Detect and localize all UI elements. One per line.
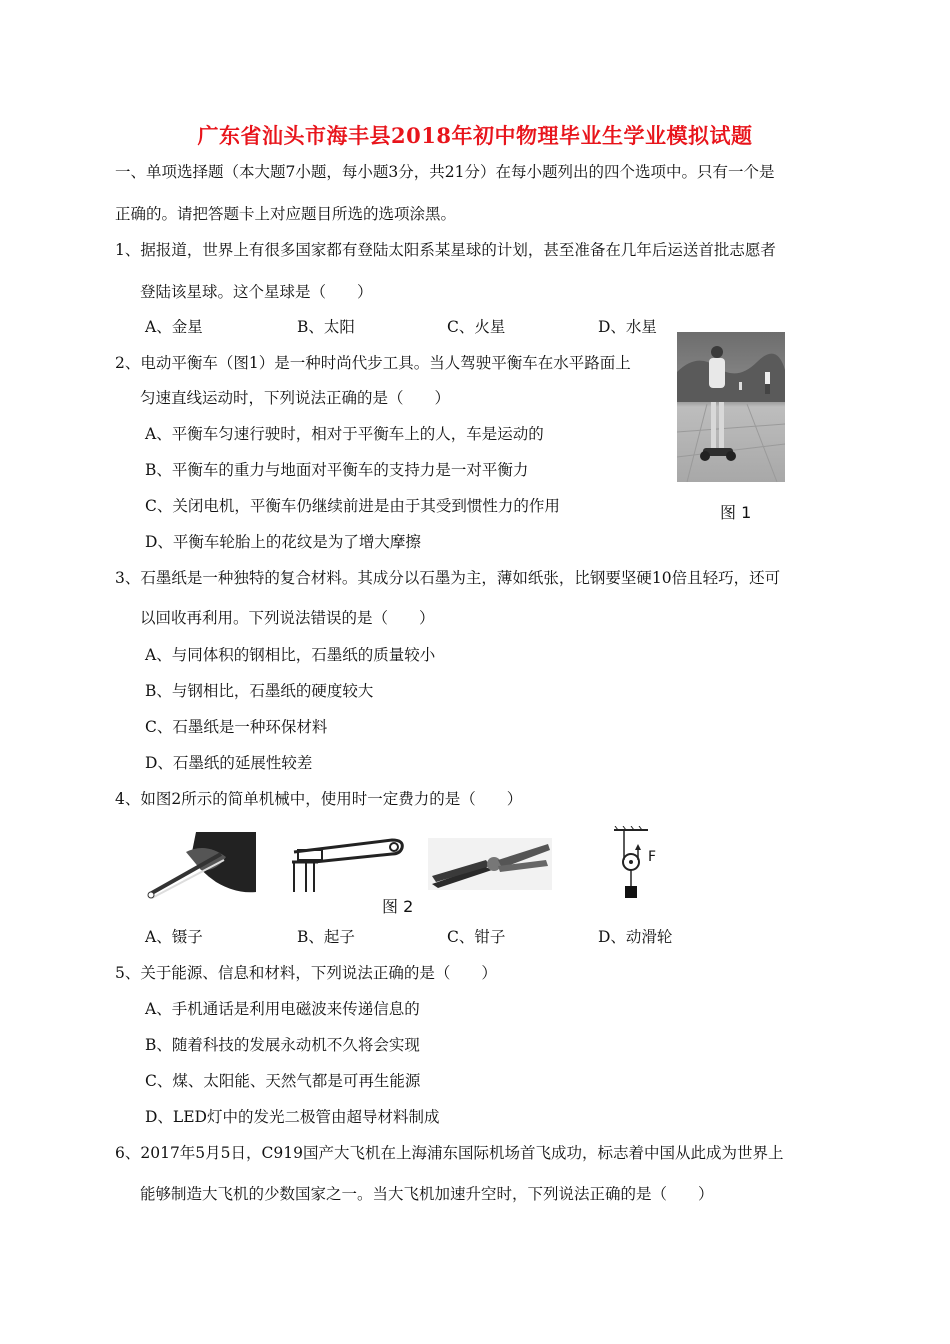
bottle-opener-image: [284, 836, 408, 894]
movable-pulley-image: [606, 826, 666, 902]
q1-stem-line2: 登陆该星球。这个星球是（ ）: [140, 283, 373, 301]
q3-option-b: B、与钢相比，石墨纸的硬度较大: [145, 682, 374, 700]
balance-scooter-photo: [677, 332, 785, 482]
q1-option-c: C、火星: [447, 318, 506, 336]
q5-option-a: A、手机通话是利用电磁波来传递信息的: [145, 1000, 420, 1018]
section-instructions-line1: 一、单项选择题（本大题7小题，每小题3分，共21分）在每小题列出的四个选项中。只有一个是: [115, 163, 775, 181]
pliers-image: [428, 838, 552, 890]
q5-option-d: D、LED灯中的发光二极管由超导材料制成: [145, 1108, 440, 1126]
q2-option-a: A、平衡车匀速行驶时，相对于平衡车上的人，车是运动的: [145, 425, 544, 443]
q2-option-b: B、平衡车的重力与地面对平衡车的支持力是一对平衡力: [145, 461, 529, 479]
q4-option-d: D、动滑轮: [598, 928, 673, 946]
q4-option-c: C、钳子: [447, 928, 506, 946]
force-label: F: [648, 849, 657, 865]
figure-2-caption: 图 2: [382, 897, 414, 916]
q1-option-b: B、太阳: [297, 318, 355, 336]
section-instructions-line2: 正确的。请把答题卡上对应题目所选的选项涂黑。: [115, 205, 457, 223]
figure-1-caption: 图 1: [720, 503, 752, 522]
q2-option-d: D、平衡车轮胎上的花纹是为了增大摩擦: [145, 533, 421, 551]
q1-option-a: A、金星: [145, 318, 203, 336]
tweezers-image: [146, 832, 256, 900]
exam-title: 广东省汕头市海丰县2018年初中物理毕业生学业模拟试题: [197, 123, 753, 148]
q6-stem-line1: 6、2017年5月5日，C919国产大飞机在上海浦东国际机场首飞成功，标志着中国从此成为世界上: [115, 1144, 784, 1162]
q2-option-c: C、关闭电机，平衡车仍继续前进是由于其受到惯性力的作用: [145, 497, 560, 515]
q1-stem-line1: 1、据报道，世界上有很多国家都有登陆太阳系某星球的计划，甚至准备在几年后运送首批志愿者: [115, 241, 776, 259]
q5-option-b: B、随着科技的发展永动机不久将会实现: [145, 1036, 420, 1054]
q3-stem-line1: 3、石墨纸是一种独特的复合材料。其成分以石墨为主，薄如纸张，比钢要坚硬10倍且轻巧，还可: [115, 569, 781, 587]
q3-option-a: A、与同体积的钢相比，石墨纸的质量较小: [145, 646, 436, 664]
q4-stem: 4、如图2所示的简单机械中，使用时一定费力的是（ ）: [115, 790, 523, 808]
q3-stem-line2: 以回收再利用。下列说法错误的是（ ）: [140, 609, 435, 627]
q4-option-a: A、镊子: [145, 928, 203, 946]
q2-stem-line2: 匀速直线运动时，下列说法正确的是（ ）: [140, 389, 451, 407]
q6-stem-line2: 能够制造大飞机的少数国家之一。当大飞机加速升空时，下列说法正确的是（ ）: [140, 1185, 714, 1203]
q1-option-d: D、水星: [598, 318, 657, 336]
q3-option-d: D、石墨纸的延展性较差: [145, 754, 313, 772]
q3-option-c: C、石墨纸是一种环保材料: [145, 718, 328, 736]
q4-option-b: B、起子: [297, 928, 355, 946]
q5-stem: 5、关于能源、信息和材料，下列说法正确的是（ ）: [115, 964, 497, 982]
q2-stem-line1: 2、电动平衡车（图1）是一种时尚代步工具。当人驾驶平衡车在水平路面上: [115, 354, 631, 372]
q5-option-c: C、煤、太阳能、天然气都是可再生能源: [145, 1072, 421, 1090]
